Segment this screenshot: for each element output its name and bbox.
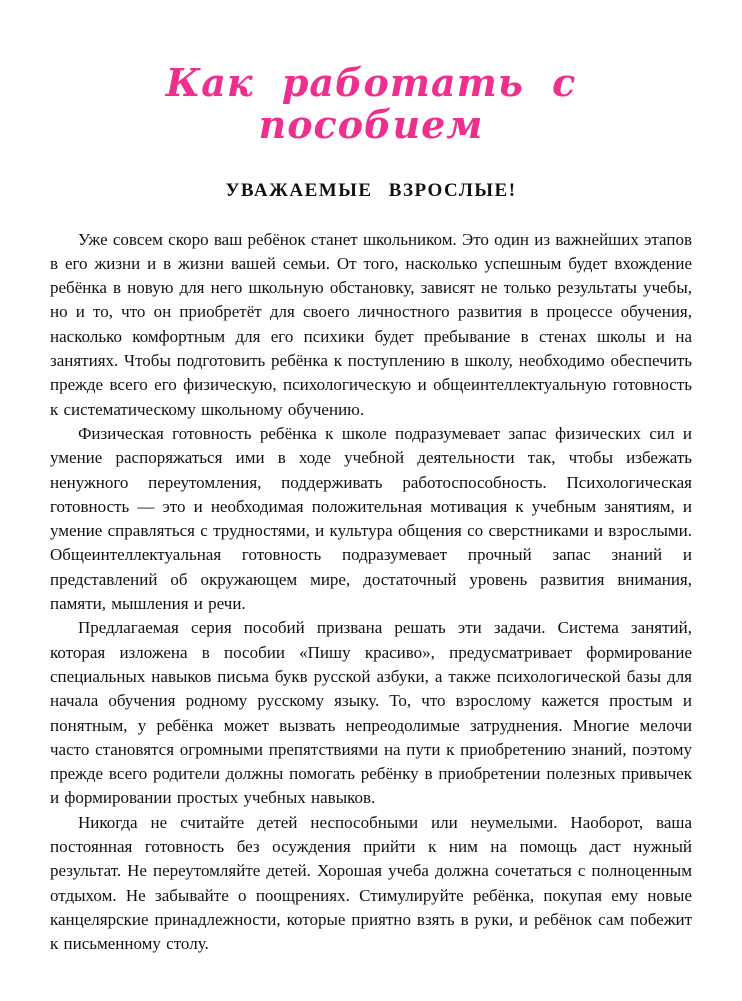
paragraph-1: Уже совсем скоро ваш ребёнок станет школьником. Это один из важнейших этапов в его жизни и в жизни вашей семьи. От того, насколько успешным будет вхождение ребёнка в новую для него школьную обстановку, зависят не только результаты учебы, но и то, что он приобретёт для своего личностного развития в процессе обучения, насколько комфортным для его психики будет пребывание в стенах школы и на занятиях. Чтобы подготовить ребёнка к поступлению в школу, необходимо обеспечить прежде всего его физическую, психологическую и общеинтеллектуальную готовность к систематическому школьному обучению. <box>50 229 692 419</box>
paragraph-3: Предлагаемая серия пособий призвана решать эти задачи. Система занятий, которая изложена в пособии «Пишу красиво», предусматривает формирование специальных навыков письма букв русской азбуки, а также психологической базы для начала обучения родному русскому языку. То, что взрослому кажется простым и понятным, у ребёнка может вызвать непреодолимые затруднения. Многие мелочи часто становятся огромными препятствиями на пути к приобретению знаний, поэтому прежде всего родители должны помогать ребёнку в приобретении полезных привычек и формировании простых учебных навыков. <box>50 618 692 808</box>
page-title: Как работать с пособием <box>165 60 577 147</box>
paragraph-4: Никогда не считайте детей неспособными или неумелыми. Наоборот, ваша постоянная готовность без осуждения прийти к ним на помощь даст нужный результат. Не переутомляйте детей. Хорошая учеба должна сочетаться с полноценным отдыхом. Не забывайте о поощрениях. Стимулируйте ребёнка, покупая ему новые канцелярские принадлежности, которые приятно взять в руки, и ребёнок сам побежит к письменному столу. <box>50 812 692 954</box>
body-text <box>50 228 692 957</box>
page-subtitle: УВАЖАЕМЫЕ ВЗРОСЛЫЕ! <box>225 179 517 201</box>
paragraph-2: Физическая готовность ребёнка к школе подразумевает запас физических сил и умение распоряжаться ими в ходе учебной деятельности так, чтобы избежать ненужного переутомления, поддерживать работоспособность. Психологическая готовность — это и необходимая положительная мотивация к учебным занятиям, и умение справляться с трудностями, и культура общения со сверстниками и взрослыми. Общеинтеллектуальная готовность подразумевает прочный запас знаний и представлений об окружающем мире, достаточный уровень развития внимания, памяти, мышления и речи. <box>50 423 692 614</box>
